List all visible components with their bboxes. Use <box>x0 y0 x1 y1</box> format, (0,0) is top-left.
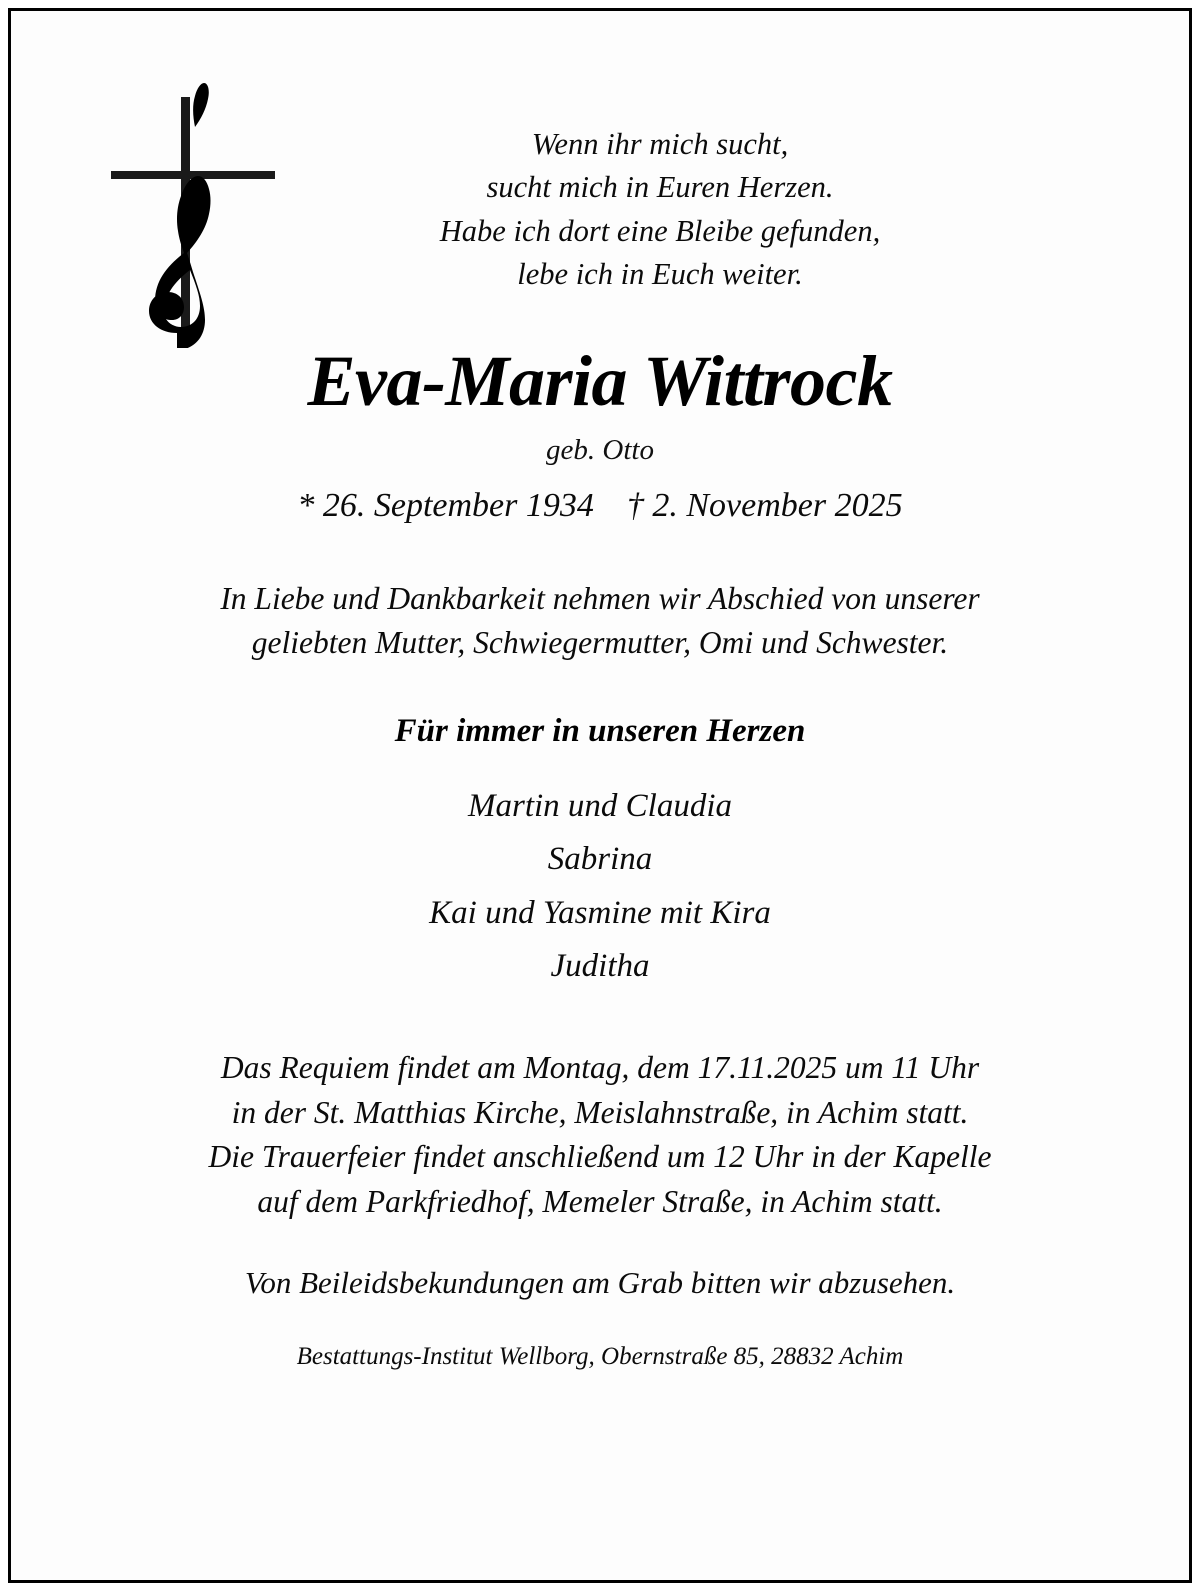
death-date: † 2. November 2025 <box>626 486 903 524</box>
verse-line: lebe ich in Euch weiter. <box>517 256 803 291</box>
family-line: Juditha <box>550 948 650 985</box>
family-line: Martin und Claudia <box>467 787 733 824</box>
family-block <box>429 780 771 994</box>
birth-date: * 26. September 1934 <box>297 486 594 524</box>
intro-block <box>220 577 979 665</box>
service-line: Das Requiem findet am Montag, dem 17.11.2025 um 11 Uhr <box>220 1049 980 1085</box>
life-dates <box>297 487 902 525</box>
forever-heading: Für immer in unseren Herzen <box>394 712 806 749</box>
intro-line: In Liebe und Dankbarkeit nehmen wir Abschied von unserer <box>220 580 980 616</box>
deceased-name: Eva-Maria Wittrock <box>307 341 893 422</box>
service-details <box>208 1046 991 1225</box>
service-line: in der St. Matthias Kirche, Meislahnstraße, in Achim statt. <box>231 1094 969 1130</box>
obituary-frame <box>8 8 1192 1583</box>
condolence-note: Von Beileidsbekundungen am Grab bitten wir abzusehen. <box>244 1264 956 1300</box>
verse-line: Habe ich dort eine Bleibe gefunden, <box>439 213 881 248</box>
family-line: Kai und Yasmine mit Kira <box>429 894 771 931</box>
family-line: Sabrina <box>547 841 653 878</box>
funeral-home-credit: Bestattungs-Institut Wellborg, Obernstraße 85, 28832 Achim <box>296 1342 904 1370</box>
service-line: Die Trauerfeier findet anschließend um 12 Uhr in der Kapelle <box>208 1139 992 1175</box>
verse-line: sucht mich in Euren Herzen. <box>486 170 834 205</box>
treble-clef-cross-icon <box>103 83 283 348</box>
verse-line: Wenn ihr mich sucht, <box>531 127 789 161</box>
intro-line: geliebten Mutter, Schwiegermutter, Omi und Schwester. <box>251 624 949 660</box>
maiden-name: geb. Otto <box>546 433 654 466</box>
verse-block <box>280 123 1040 296</box>
service-line: auf dem Parkfriedhof, Memeler Straße, in Achim statt. <box>257 1183 943 1219</box>
